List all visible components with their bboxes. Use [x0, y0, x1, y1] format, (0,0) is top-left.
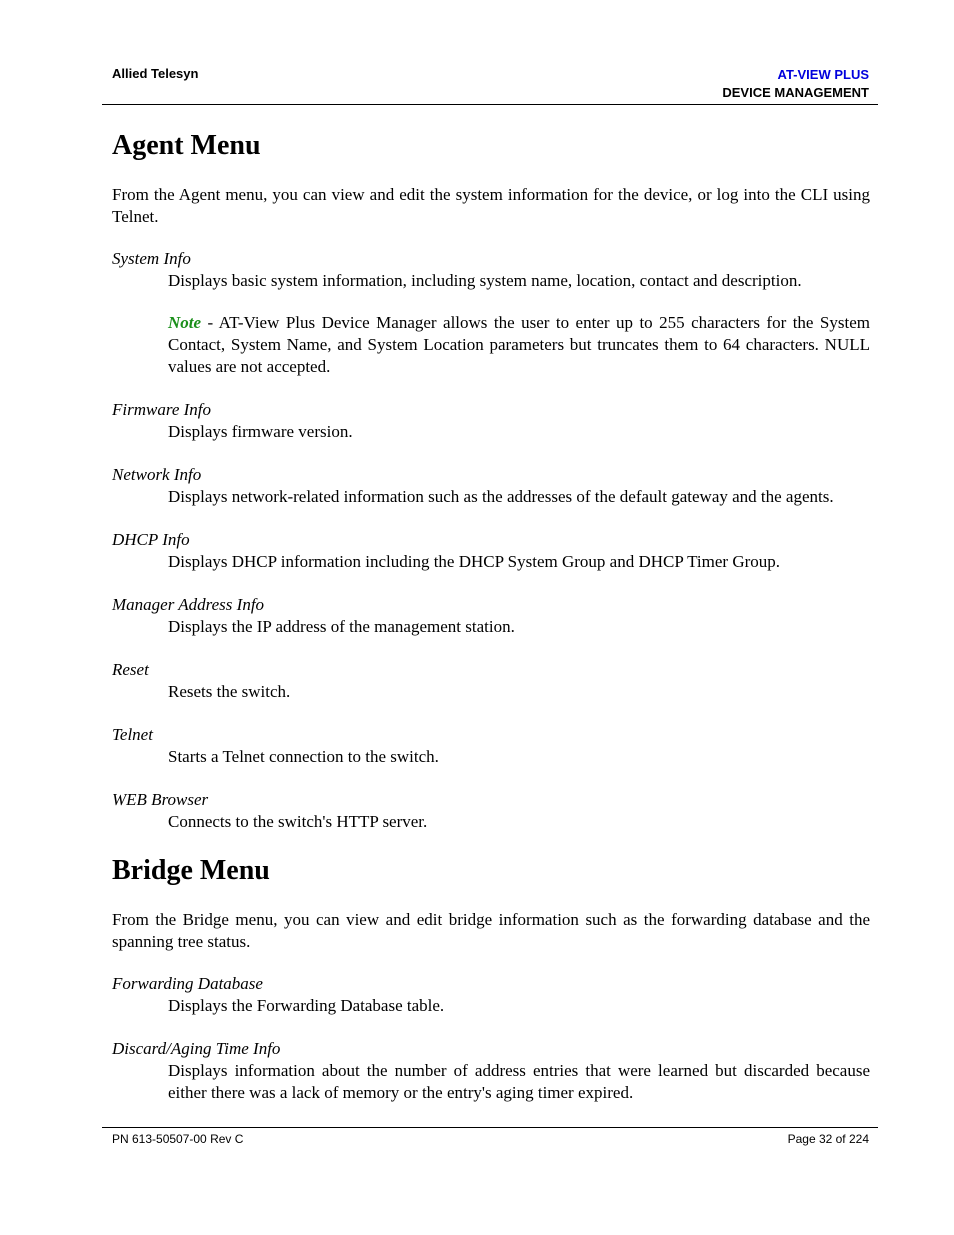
term-web-browser: WEB Browser [112, 790, 209, 809]
agent-menu-intro: From the Agent menu, you can view and edit the system information for the device, or log into the CLI using Telnet. [112, 185, 870, 226]
desc-reset: Resets the switch. [168, 682, 291, 701]
term-forwarding-database: Forwarding Database [112, 974, 263, 993]
desc-firmware-info: Displays firmware version. [168, 422, 353, 441]
term-firmware-info: Firmware Info [112, 400, 212, 419]
header-title-block [722, 66, 869, 102]
term-discard-aging-time-info: Discard/Aging Time Info [112, 1039, 281, 1058]
bridge-menu-heading: Bridge Menu [112, 855, 270, 886]
header-company: Allied Telesyn [112, 66, 199, 81]
system-info-note [168, 312, 870, 378]
desc-system-info: Displays basic system information, including system name, location, contact and description. [168, 271, 802, 290]
term-network-info: Network Info [112, 465, 202, 484]
bridge-menu-intro: From the Bridge menu, you can view and edit bridge information such as the forwarding database and the spanning tree status. [112, 910, 870, 951]
desc-network-info: Displays network-related information such as the addresses of the default gateway and the agents. [168, 487, 834, 506]
term-manager-address-info: Manager Address Info [112, 595, 265, 614]
desc-manager-address-info: Displays the IP address of the management station. [168, 617, 515, 636]
term-reset: Reset [112, 660, 149, 679]
desc-dhcp-info: Displays DHCP information including the DHCP System Group and DHCP Timer Group. [168, 552, 781, 571]
footer-part-number: PN 613-50507-00 Rev C [112, 1132, 244, 1146]
desc-telnet: Starts a Telnet connection to the switch. [168, 747, 439, 766]
header-product: AT-VIEW PLUS [777, 67, 869, 82]
note-label: Note [168, 313, 202, 332]
term-dhcp-info: DHCP Info [112, 530, 190, 549]
header-rule [102, 104, 878, 105]
page-content [112, 124, 870, 1125]
note-text: - AT-View Plus Device Manager allows the user to enter up to 255 characters for the System Contact, System Name, and System Location parameters but truncates them to 64 characters. NULL values are not accepted. [168, 313, 870, 376]
desc-forwarding-database: Displays the Forwarding Database table. [168, 996, 445, 1015]
footer-page-number: Page 32 of 224 [787, 1132, 869, 1146]
desc-web-browser: Connects to the switch's HTTP server. [168, 812, 428, 831]
desc-discard-aging-time-info: Displays information about the number of address entries that were learned but discarded because either there was a lack of memory or the entry's aging timer expired. [168, 1061, 870, 1102]
term-system-info: System Info [112, 249, 191, 268]
agent-menu-heading: Agent Menu [112, 130, 261, 161]
header-section: DEVICE MANAGEMENT [722, 85, 869, 100]
term-telnet: Telnet [112, 725, 153, 744]
footer-rule [102, 1127, 878, 1128]
